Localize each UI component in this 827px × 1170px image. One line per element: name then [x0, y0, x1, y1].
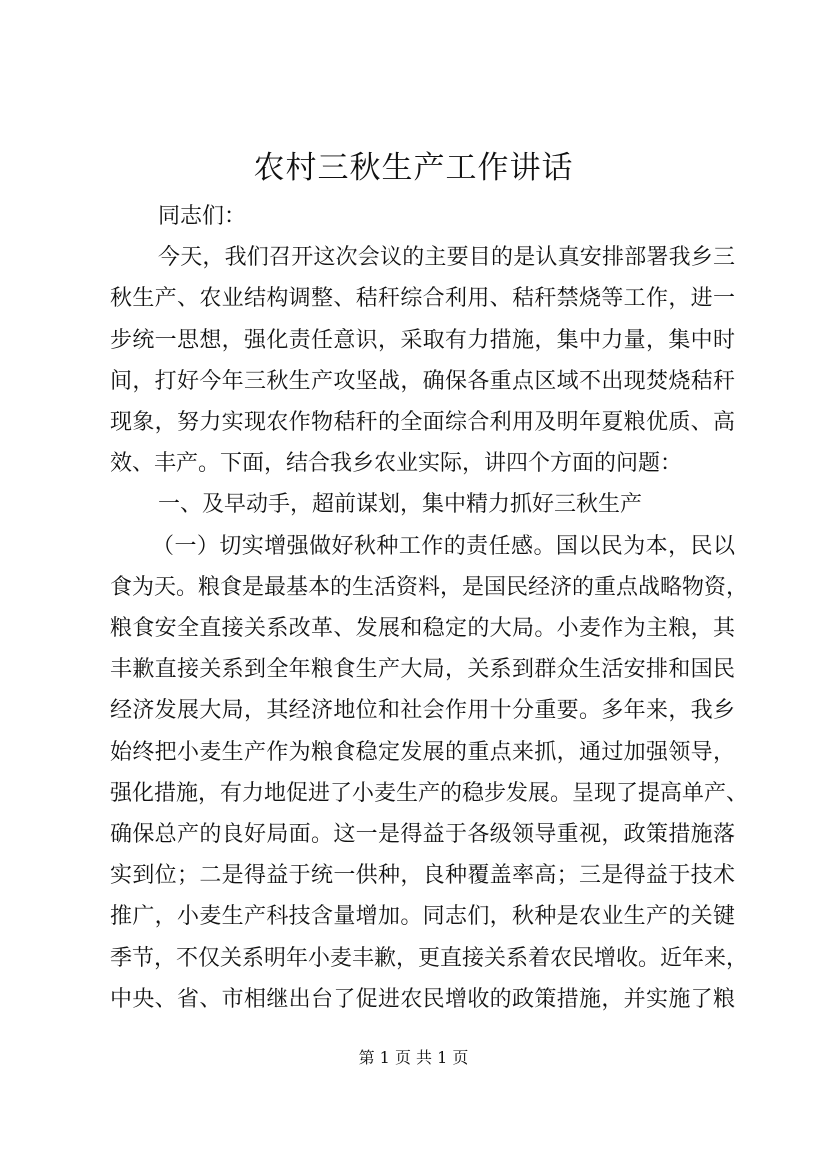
paragraph-line: 现象，努力实现农作物秸秆的全面综合利用及明年夏粮优质、高 — [110, 410, 735, 436]
paragraph-line: 推广，小麦生产科技含量增加。同志们，秋种是农业生产的关键 — [110, 904, 735, 930]
salutation: 同志们： — [158, 204, 247, 229]
paragraph-line: 季节，不仅关系明年小麦丰歉，更直接关系着农民增收。近年来， — [110, 945, 749, 971]
paragraph-opening — [110, 237, 735, 484]
document-body — [110, 196, 749, 1020]
page-number-footer: 第 1 页 共 1 页 — [358, 1048, 469, 1067]
paragraph-line: 今天，我们召开这次会议的主要目的是认真安排部署我乡三 — [158, 245, 735, 271]
paragraph-line: 经济发展大局，其经济地位和社会作用十分重要。多年来，我乡 — [110, 698, 735, 724]
paragraph-line: 步统一思想，强化责任意识，采取有力措施，集中力量，集中时 — [110, 327, 735, 353]
section-heading: 一、及早动手，超前谋划，集中精力抓好三秋生产 — [158, 492, 643, 518]
paragraph-line: 效、丰产。下面，结合我乡农业实际，讲四个方面的问题： — [110, 451, 683, 477]
paragraph-line: 始终把小麦生产作为粮食稳定发展的重点来抓，通过加强领导， — [110, 739, 735, 765]
paragraph-line: 间，打好今年三秋生产攻坚战，确保各重点区域不出现焚烧秸秆 — [110, 368, 735, 394]
paragraph-line: 中央、省、市相继出台了促进农民增收的政策措施，并实施了粮 — [110, 986, 735, 1012]
document-title: 农村三秋生产工作讲话 — [253, 150, 574, 186]
paragraph-line: 强化措施，有力地促进了小麦生产的稳步发展。呈现了提高单产、 — [110, 780, 749, 806]
paragraph-line: 确保总产的良好局面。这一是得益于各级领导重视，政策措施落 — [110, 822, 735, 848]
paragraph-line: 粮食安全直接关系改革、发展和稳定的大局。小麦作为主粮，其 — [110, 616, 735, 642]
paragraph-line: 实到位；二是得益于统一供种，良种覆盖率高；三是得益于技术 — [110, 863, 735, 889]
paragraph-line: 秋生产、农业结构调整、秸秆综合利用、秸秆禁烧等工作，进一 — [110, 286, 735, 312]
paragraph-section-1 — [110, 526, 749, 1020]
paragraph-line: （一）切实增强做好秋种工作的责任感。国以民为本，民以 — [152, 533, 735, 559]
paragraph-line: 食为天。粮食是最基本的生活资料，是国民经济的重点战略物资， — [110, 574, 749, 600]
paragraph-line: 丰歉直接关系到全年粮食生产大局，关系到群众生活安排和国民 — [110, 657, 735, 683]
